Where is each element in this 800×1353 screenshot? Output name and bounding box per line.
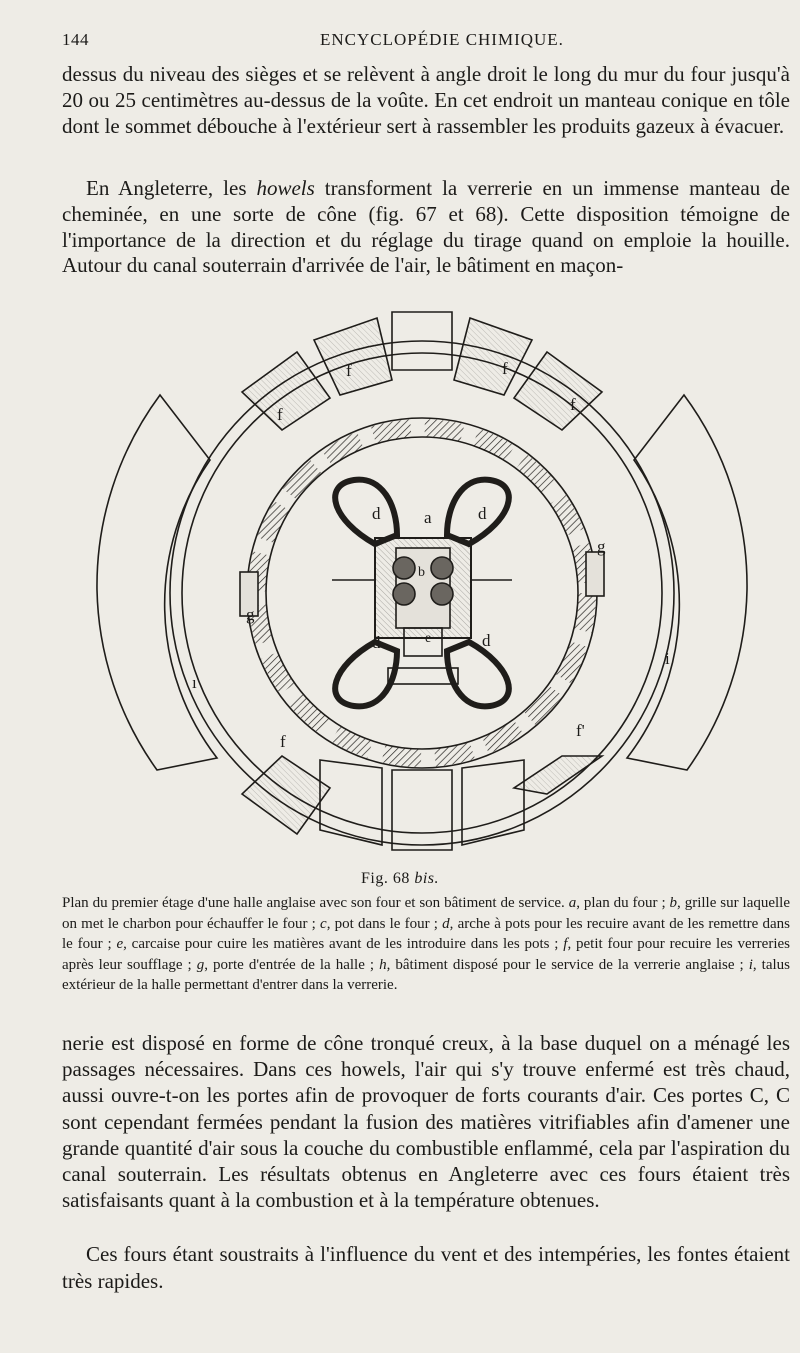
label-e: e [425,631,432,646]
label-b: b [418,565,425,580]
legend-key: b [669,895,678,911]
legend-text: , arche à pots pour les recuire avant de les remettre dans le four ; [62,915,791,952]
label-d: d [372,504,381,523]
label-d: d [478,504,487,523]
legend-text: , pot dans le four ; [326,915,443,932]
pot-icon [431,583,453,605]
legend-key: g [196,956,205,973]
running-title: ENCYCLOPÉDIE CHIMIQUE. [320,30,564,49]
label-g: g [246,605,255,624]
legend-key: a [568,895,577,911]
legend-intro: Plan du premier étage d'une halle anglaise avec son four et son bâtiment de service. [62,895,569,911]
legend-text: , plan du four ; [576,895,670,911]
paragraph-2-start: En Angleterre, les [86,176,257,200]
figure-caption-prefix: Fig. 68 [360,870,415,887]
legend-key: e [116,936,124,952]
page-number: 144 [62,30,89,49]
legend-key: d [442,915,450,932]
furnace-plan-figure [92,290,752,865]
paragraph-2 [62,176,790,279]
paragraph-3: nerie est disposé en forme de cône tronqué creux, à la base duquel on a ménagé les passages nécessaires. Dans ces howels, l'air qui s'y trouve enfermé est très chaud, aussi ouvre-t-on les portes afin de provoquer de forts courants d'air. Ces portes C, C sont cependant fermées pendant la fusion des matières vitrifiables afin d'amener une grande quantité d'air sous la couche du combustible enflammé, cela par l'aspiration du canal souterrain. Les résultats obtenus en Angleterre avec ces fours étaient très satisfaisants quant à la combustion et à la température obtenues. [62,1031,790,1213]
label-f: f [570,395,576,414]
label-f: f [346,361,352,380]
legend-text: , porte d'entrée de la halle ; [204,956,380,973]
paragraph-1: dessus du niveau des sièges et se relèvent à angle droit le long du mur du four jusqu'à 20 ou 25 centimètres au-dessus de la voûte. En cet endroit un manteau conique en tôle dont le sommet débouche à l'extérieur sert à rassembler les produits gazeux à évacuer. [62,62,790,138]
talus-right [627,395,747,770]
legend-key: h [379,956,387,973]
pot-icon [431,557,453,579]
figure-legend [62,893,790,996]
legend-text: , talus extérieur de la halle permettant d'entrer dans la verrerie. [62,956,790,993]
label-g: g [597,537,606,556]
paragraph-4: Ces fours étant soustraits à l'influence du vent et des intempéries, les fontes étaient très rapides. [62,1242,790,1293]
legend-key: c [320,915,327,932]
label-f: f [502,359,508,378]
legend-text: , petit four pour recuire les verreries après leur soufflage ; [62,936,790,973]
legend-text: , grille sur laquelle on met le charbon pour échauffer le four ; [62,895,790,932]
pot-icon [393,583,415,605]
paragraph-2-end: transforment la verrerie en un immense manteau de cheminée, en une sorte de cône (fig. 67 et 68). Cette disposition témoigne de l'importance de la direction et du réglage du tirage quand on emploie la houille. Autour du canal souterrain d'arrivée de l'air, le bâtiment en maçon- [62,176,790,278]
figure-caption-suffix: bis. [414,870,439,887]
label-i: i [665,649,670,668]
label-f: f [280,732,286,751]
howels-term: howels [256,176,315,200]
label-i: ı [192,673,197,692]
arch-d-bottom-right [447,642,509,706]
arch-d-top-left [335,480,397,544]
figure-caption [0,870,800,888]
talus-left [97,395,217,770]
legend-text: , bâtiment disposé pour le service de la verrerie anglaise ; [386,956,749,973]
label-a: a [424,508,432,527]
legend-key: i [748,956,753,973]
label-f: f [277,405,283,424]
pot-icon [393,557,415,579]
label-d: d [482,631,491,650]
label-d: d [372,633,381,652]
furnace-plan-drawing [92,290,752,865]
label-f-prime: f' [576,721,585,740]
legend-key: f [563,936,568,952]
legend-text: , carcaise pour cuire les matières avant de les introduire dans les pots ; [123,936,564,952]
